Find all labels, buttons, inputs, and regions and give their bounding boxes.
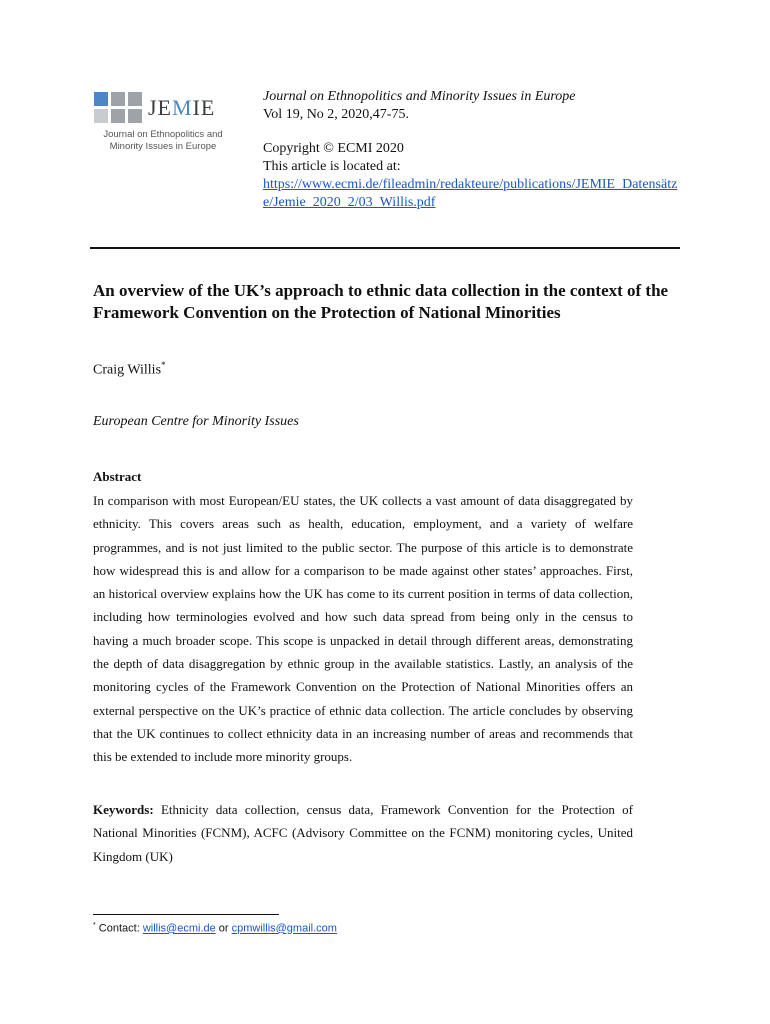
keywords <box>93 798 633 868</box>
footnote-joiner: or <box>218 922 229 935</box>
copyright: Copyright © ECMI 2020 <box>263 141 404 156</box>
logo-squares-icon <box>94 92 142 123</box>
logo-subtitle: Journal on Ethnopolitics and Minority Issues in Europe <box>103 129 223 152</box>
abstract-heading: Abstract <box>93 469 142 484</box>
email-link-2[interactable]: cpmwillis@gmail.com <box>231 922 337 935</box>
keywords-label: Keywords: <box>93 802 154 817</box>
footnote-mark: * <box>93 922 96 929</box>
affiliation: European Centre for Minority Issues <box>93 414 299 429</box>
journal-name: Journal on Ethnopolitics and Minority Issues in Europe <box>263 89 576 104</box>
author-name: Craig Willis <box>93 362 162 378</box>
located-label: This article is located at: <box>263 159 401 174</box>
citation-header <box>263 88 683 212</box>
logo-wordmark: JEMIE <box>148 94 216 120</box>
article-url-link[interactable]: https://www.ecmi.de/fileadmin/redakteure/publications/JEMIE_Datensätze/Jemie_2020_2/03_Willis.pdf <box>263 177 678 210</box>
author <box>93 360 166 379</box>
footnote <box>93 922 337 935</box>
email-link-1[interactable]: willis@ecmi.de <box>142 922 216 935</box>
jemie-logo <box>94 92 234 153</box>
keywords-text: Ethnicity data collection, census data, Framework Convention for the Protection of National Minorities (FCNM), ACFC (Advisory Committee on the FCNM) monitoring cycles, United Kingdom (UK) <box>93 802 633 864</box>
header-divider <box>90 247 680 249</box>
abstract-text: In comparison with most European/EU states, the UK collects a vast amount of data disaggregated by ethnicity. This covers areas such as health, education, employment, and a variety of welfare programmes, and is not just limited to the public sector. The purpose of this article is to demonstrate how widespread this is and allow for a comparison to be made against other states’ approaches. First, an historical overview explains how the UK has come to its current position in terms of data collection, including how terminologies evolved and how such data spread from being only in the census to having a much broader scope. This scope is unpacked in detail through different areas, demonstrating the depth of data disaggregation by ethnic group in the available statistics. Lastly, an analysis of the monitoring cycles of the Framework Convention on the Protection of National Minorities offers an external perspective on the UK’s practice of ethnic data collection. The article concludes by observing that the UK continues to collect ethnicity data in an increasing number of areas and recommends that this be extended to include more minority groups. <box>93 493 633 765</box>
author-footnote-mark: * <box>161 360 166 370</box>
footnote-divider <box>93 914 279 915</box>
footnote-label: Contact: <box>98 922 140 935</box>
article-title: An overview of the UK’s approach to ethnic data collection in the context of the Framework Convention on the Protection of National Minorities <box>93 281 669 322</box>
volume-info: Vol 19, No 2, 2020,47-75. <box>263 107 409 122</box>
